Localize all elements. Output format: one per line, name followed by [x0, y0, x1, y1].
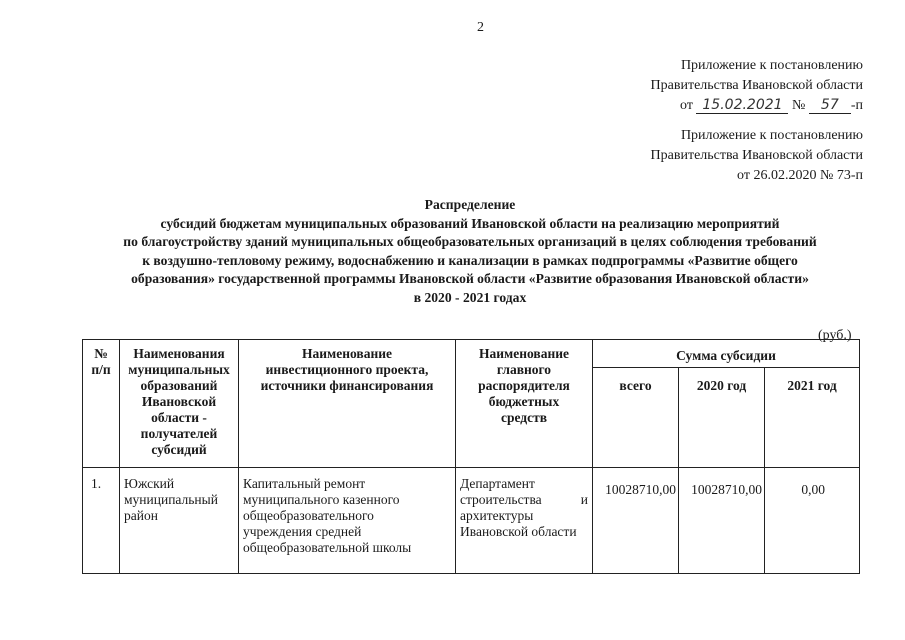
handwritten-date: 15.02.2021 [696, 97, 788, 114]
title-line-3: по благоустройству зданий муниципальных общеобразовательных организаций в целях соблюдения требований [123, 234, 817, 249]
title-line-4: к воздушно-тепловому режиму, водоснабжению и канализации в рамках подпрограммы «Развитие общего [142, 252, 798, 268]
row-manager-line: Департамент [460, 476, 535, 491]
header-num-line2: п/п [91, 362, 111, 377]
row-manager [456, 468, 593, 574]
row-2021: 0,00 [765, 468, 860, 574]
row-number: 1. [83, 468, 120, 574]
header-project [239, 340, 456, 468]
appendix-current-number-sign: № [791, 98, 806, 113]
row-total: 10028710,00 [593, 468, 679, 574]
appendix-current-prefix: от [680, 98, 693, 113]
title-line-6: в 2020 - 2021 годах [413, 289, 527, 305]
row-project-line: общеобразовательного [243, 508, 374, 523]
appendix-current-suffix: -п [850, 98, 863, 113]
header-recipient-line: области - [151, 410, 207, 425]
appendix-previous-line1: Приложение к постановлению [680, 128, 863, 143]
row-recipient-line: Южский [124, 476, 175, 491]
appendix-previous-line2: Правительства Ивановской области [650, 148, 863, 163]
header-row-1 [83, 340, 860, 368]
row-manager-line: Ивановской области [460, 524, 577, 539]
header-recipient [120, 340, 239, 468]
header-recipient-line: образований [140, 378, 218, 393]
row-project-line: общеобразовательной школы [243, 540, 412, 555]
row-project-line: учреждения средней [243, 524, 362, 539]
title-line-1: Распределение [424, 197, 516, 212]
header-recipient-line: муниципальных [128, 362, 230, 377]
row-manager-line: архитектуры [460, 508, 534, 523]
header-num-line1: № [94, 346, 108, 361]
row-project [239, 468, 456, 574]
subsidy-table [82, 339, 860, 574]
row-manager-word: строительства [460, 492, 542, 507]
page-number: 2 [477, 20, 484, 35]
handwritten-number: 57 [809, 97, 851, 114]
header-manager [456, 340, 593, 468]
currency-unit: (руб.) [818, 328, 852, 343]
header-manager-line: распорядителя [478, 378, 570, 393]
header-manager-line: средств [500, 410, 548, 425]
appendix-current-line1: Приложение к постановлению [680, 58, 863, 73]
header-project-line: инвестиционного проекта, [265, 362, 429, 377]
row-project-line: Капитальный ремонт [243, 476, 366, 491]
row-manager-justified-line [460, 492, 588, 508]
appendix-previous-line3: от 26.02.2020 № 73-п [737, 168, 863, 183]
header-recipient-line: Наименования [133, 346, 225, 361]
header-2020: 2020 год [679, 368, 765, 468]
row-recipient-line: муниципальный [124, 492, 218, 507]
header-project-line: Наименование [302, 346, 392, 361]
header-recipient-line: получателей [140, 426, 218, 441]
title-line-5: образования» государственной программы Ивановской области «Развитие образования Ивановской области» [131, 271, 809, 286]
row-2020: 10028710,00 [679, 468, 765, 574]
header-2021: 2021 год [765, 368, 860, 468]
header-project-line: источники финансирования [260, 378, 434, 393]
row-recipient-line: район [124, 508, 158, 523]
row-recipient [120, 468, 239, 574]
header-subsidy-sum [593, 340, 860, 368]
row-project-line: муниципального казенного [243, 492, 400, 507]
document-title [40, 196, 900, 307]
header-subsidy-sum-label: Сумма субсидии [676, 347, 776, 363]
header-total: всего [593, 368, 679, 468]
appendix-current-line2: Правительства Ивановской области [650, 78, 863, 93]
header-recipient-line: Ивановской [141, 394, 217, 409]
title-line-2: субсидий бюджетам муниципальных образований Ивановской области на реализацию мероприятий [160, 215, 780, 231]
appendix-current [651, 56, 863, 116]
appendix-current-date-line [651, 96, 863, 116]
header-manager-line: бюджетных [488, 394, 560, 409]
header-manager-line: главного [496, 362, 552, 377]
appendix-previous [651, 126, 863, 186]
header-num [83, 340, 120, 468]
table-row [83, 468, 860, 574]
row-manager-word: и [580, 492, 588, 507]
header-recipient-line: субсидий [151, 442, 207, 457]
header-manager-line: Наименование [479, 346, 569, 361]
